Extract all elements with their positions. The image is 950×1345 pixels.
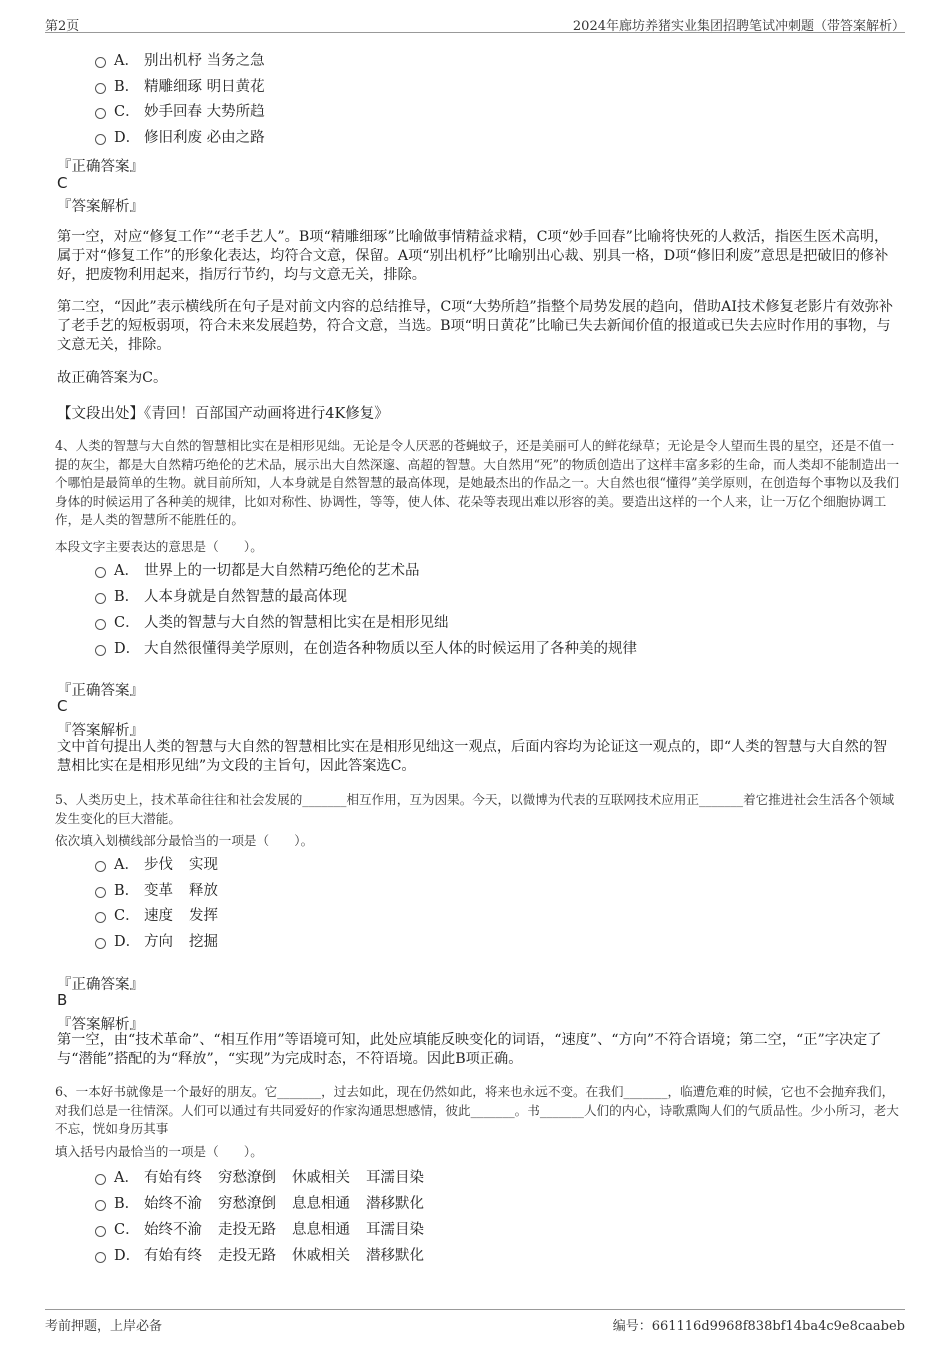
radio-icon[interactable] <box>95 1200 106 1211</box>
footer-slogan: 考前押题，上岸必备 <box>45 1319 163 1334</box>
q5-option-a[interactable]: A． 步伐 实现 <box>95 853 218 875</box>
q6-question: 填入括号内最恰当的一项是（ ）。 <box>55 1144 263 1159</box>
radio-icon[interactable] <box>95 912 106 923</box>
q4-analysis-label: 『答案解析』 <box>57 723 144 739</box>
q3-option-b[interactable]: B． 精雕细琢 明日黄花 <box>95 75 265 97</box>
radio-icon[interactable] <box>95 567 106 578</box>
q4-stem: 4、人类的智慧与大自然的智慧相比实在是相形见绌。无论是令人厌恶的苍蝇蚊子，还是美丽可人的鲜花绿草；无论是令人望而生畏的星空，还是不值一提的灰尘，都是大自然精巧绝伦的艺术品，展示出大自然深邃、高超的智慧。大自然用“死”的物质创造出了这样丰富多彩的生命，而人类却不能制造出一个哪怕是最简单的生物。就目前所知，人本身就是自然智慧的最高体现，是她最杰出的作品之一。大自然也很“懂得”美学原则，在创造每个事物以及我们身体的时候运用了各种美的规律，比如对称性、协调性，等等，使人体、花朵等表现出难以形容的美。要造出这样的一个人来，让一万亿个细胞协调工作，是人类的智慧所不能胜任的。 <box>55 438 900 527</box>
q6-option-d[interactable]: D． 有始有终 走投无路 休戚相关 潜移默化 <box>95 1244 424 1266</box>
q4-answer-label: 『正确答案』 <box>57 683 144 699</box>
radio-icon[interactable] <box>95 887 106 898</box>
radio-icon[interactable] <box>95 1226 106 1237</box>
radio-icon[interactable] <box>95 1252 106 1263</box>
q5-answer: B <box>57 991 68 1009</box>
q4-option-a[interactable]: A． 世界上的一切都是大自然精巧绝伦的艺术品 <box>95 559 420 581</box>
q4-answer: C <box>57 697 68 715</box>
q4-question: 本段文字主要表达的意思是（ ）。 <box>55 539 263 554</box>
radio-icon[interactable] <box>95 619 106 630</box>
q5-answer-label: 『正确答案』 <box>57 977 144 993</box>
radio-icon[interactable] <box>95 593 106 604</box>
radio-icon[interactable] <box>95 108 106 119</box>
radio-icon[interactable] <box>95 1174 106 1185</box>
page-footer <box>45 1309 905 1334</box>
q3-analysis-conclusion: 故正确答案为C。 <box>57 370 168 386</box>
q5-analysis: 第一空，由“技术革命”、“相互作用”等语境可知，此处应填能反映变化的词语，“速度”、“方向”不符合语境；第二空，“正”字决定了与“潜能”搭配的为“释放”，“实现”为完成时态，不符语境。因此B项正确。 <box>57 1032 882 1067</box>
q3-answer: C <box>57 174 68 192</box>
q5-option-b[interactable]: B． 变革 释放 <box>95 879 218 901</box>
radio-icon[interactable] <box>95 83 106 94</box>
radio-icon[interactable] <box>95 134 106 145</box>
q3-analysis-label: 『答案解析』 <box>57 199 144 215</box>
q3-analysis-para-2: 第二空，“因此”表示横线所在句子是对前文内容的总结推导，C项“大势所趋”指整个局势发展的趋向，借助AI技术修复老影片有效弥补了老手艺的短板弱项，符合未来发展趋势，符合文意，当选。B项“明日黄花”比喻已失去新闻价值的报道或已失去应时作用的事物，与文意无关，排除。 <box>57 299 894 353</box>
page-number: 第2页 <box>45 19 80 34</box>
radio-icon[interactable] <box>95 938 106 949</box>
q3-option-a[interactable]: A． 别出机杼 当务之急 <box>95 49 265 71</box>
q5-option-d[interactable]: D． 方向 挖掘 <box>95 930 218 952</box>
q3-analysis-para-1: 第一空，对应“修复工作”“老手艺人”。B项“精雕细琢”比喻做事情精益求精，C项“妙手回春”比喻将快死的人救活，指医生医术高明，属于对“修复工作”的形象化表达，均符合文意，保留。A项“别出机杼”比喻别出心裁、别具一格，D项“修旧利废”意思是把破旧的修补好，把废物利用起来，指厉行节约，均与文意无关，排除。 <box>57 229 889 283</box>
q4-option-b[interactable]: B． 人本身就是自然智慧的最高体现 <box>95 585 347 607</box>
q6-option-a[interactable]: A． 有始有终 穷愁潦倒 休戚相关 耳濡目染 <box>95 1166 424 1188</box>
q6-option-c[interactable]: C． 始终不渝 走投无路 息息相通 耳濡目染 <box>95 1218 424 1240</box>
q4-analysis: 文中首句提出人类的智慧与大自然的智慧相比实在是相形见绌这一观点，后面内容均为论证这一观点的，即“人类的智慧与大自然的智慧相比实在是相形见绌”为文段的主旨句，因此答案选C。 <box>57 739 888 774</box>
q5-question: 依次填入划横线部分最恰当的一项是（ ）。 <box>55 833 314 848</box>
q5-option-c[interactable]: C． 速度 发挥 <box>95 904 218 926</box>
radio-icon[interactable] <box>95 645 106 656</box>
document-code: 编号：661116d9968f838bf14ba4c9e8caabeb <box>612 1319 905 1334</box>
page-header <box>45 12 905 33</box>
q3-option-c[interactable]: C． 妙手回春 大势所趋 <box>95 100 265 122</box>
document-title: 2024年廊坊养猪实业集团招聘笔试冲刺题（带答案解析） <box>572 19 905 34</box>
radio-icon[interactable] <box>95 57 106 68</box>
q4-option-d[interactable]: D． 大自然很懂得美学原则，在创造各种物质以至人体的时候运用了各种美的规律 <box>95 637 637 659</box>
q3-option-d[interactable]: D． 修旧利废 必由之路 <box>95 126 265 148</box>
q3-source: 【文段出处】《青回！百部国产动画将进行4K修复》 <box>57 406 389 422</box>
q6-stem: 6、一本好书就像是一个最好的朋友。它_______，过去如此，现在仍然如此，将来也永远不变。在我们_______，临遭危难的时候，它也不会抛弃我们，对我们总是一往情深。人们可以通过有共同爱好的作家沟通思想感情，彼此_______。书_______人们的内心，诗歌熏陶人们的气质品性。少小所习，老大不忘，恍如身历其事 <box>55 1084 899 1136</box>
q4-option-c[interactable]: C． 人类的智慧与大自然的智慧相比实在是相形见绌 <box>95 611 449 633</box>
q6-option-b[interactable]: B． 始终不渝 穷愁潦倒 息息相通 潜移默化 <box>95 1192 424 1214</box>
radio-icon[interactable] <box>95 861 106 872</box>
q5-stem: 5、人类历史上，技术革命往往和社会发展的_______相互作用，互为因果。今天，以微博为代表的互联网技术应用正_______着它推进社会生活各个领域发生变化的巨大潜能。 <box>55 792 895 826</box>
q5-analysis-label: 『答案解析』 <box>57 1017 144 1033</box>
q3-answer-label: 『正确答案』 <box>57 159 144 175</box>
